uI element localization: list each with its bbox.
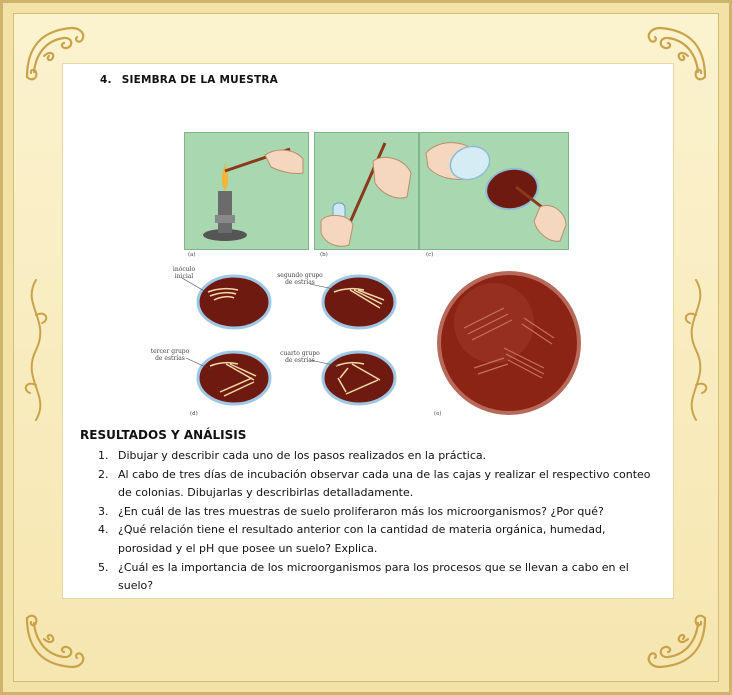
side-ornament-icon: [16, 275, 56, 425]
label-tercer-grupo: tercer grupo de estrías: [150, 348, 190, 362]
caption-a: (a): [188, 252, 196, 258]
results-question-list: [98, 447, 658, 596]
section-heading: [100, 74, 278, 86]
agar-plate-photo: [434, 268, 584, 418]
caption-e: (e): [434, 411, 442, 417]
section-number: 4.: [100, 74, 112, 86]
plate-inoculation-illustration: [420, 133, 570, 251]
panel-a-flame-sterilize: [184, 132, 309, 250]
caption-b: (b): [320, 252, 328, 258]
section-title: SIEMBRA DE LA MUESTRA: [121, 74, 278, 86]
list-item: 4. ¿Qué relación tiene el resultado anterior con la cantidad de materia orgánica, humedad, porosidad y el pH que posee un suelo? Explica.: [98, 523, 606, 555]
label-segundo-grupo: segundo grupo de estrías: [277, 272, 323, 286]
panel-b-tube-sample: [314, 132, 419, 250]
list-item: 5. ¿Cuál es la importancia de los microorganismos para los procesos que se llevan a cabo en el suelo?: [98, 560, 629, 593]
corner-ornament-icon: [22, 613, 92, 673]
plate-1: [198, 276, 270, 328]
list-item: 3. ¿En cuál de las tres muestras de suelo proliferaron más los microorganismos? ¿Por qué?: [98, 504, 604, 518]
plate-2: [323, 276, 395, 328]
panel-c-inoculate-plate: [419, 132, 569, 250]
bunsen-burner-illustration: [185, 133, 310, 251]
caption-c: (c): [426, 252, 434, 258]
results-heading: RESULTADOS Y ANÁLISIS: [80, 428, 247, 442]
side-ornament-icon: [676, 275, 716, 425]
plate-3: [198, 352, 270, 404]
list-item: 1. Dibujar y describir cada uno de los pasos realizados en la práctica.: [98, 449, 487, 462]
label-inoculo-inicial: inóculo inicial: [172, 266, 196, 280]
streak-plate-figure: [134, 100, 594, 422]
plate-4: [323, 352, 395, 404]
test-tube-illustration: [315, 133, 420, 251]
label-cuarto-grupo: cuarto grupo de estrías: [280, 350, 320, 364]
caption-d: (d): [190, 411, 198, 417]
list-item: 2. Al cabo de tres días de incubación observar cada una de las cajas y realizar el respectivo conteo de colonias. Dibujarlas y describirlas detalladamente.: [98, 467, 651, 500]
corner-ornament-icon: [640, 613, 710, 673]
